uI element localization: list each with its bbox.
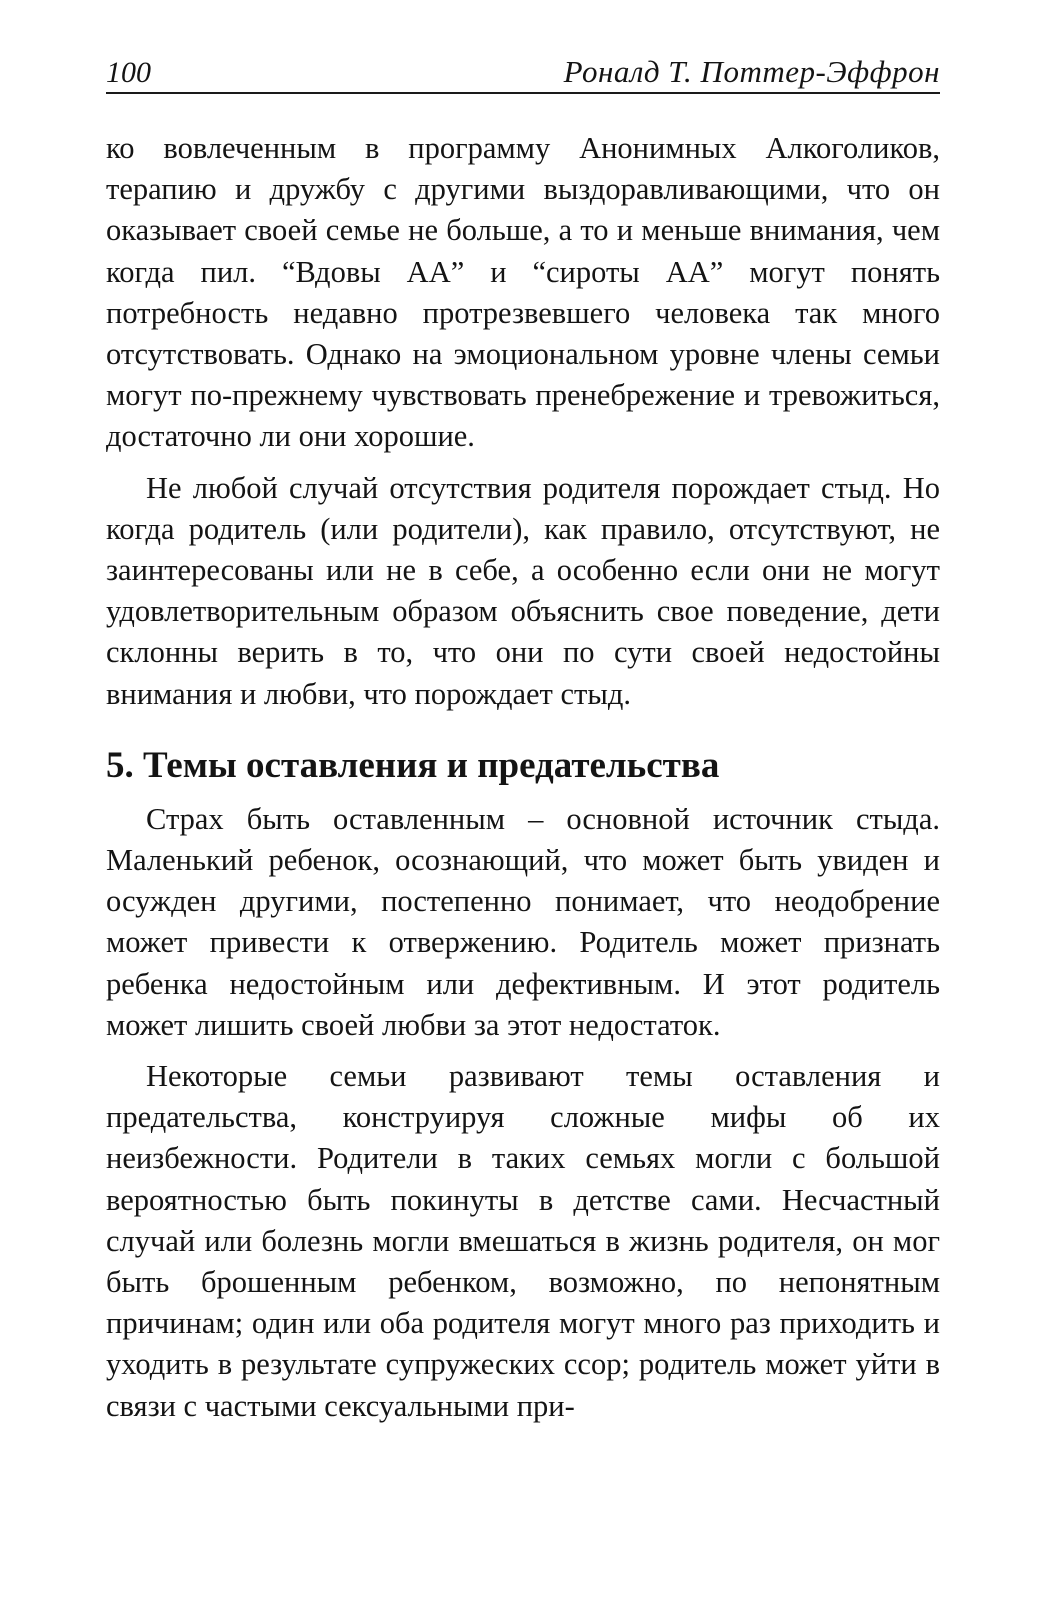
paragraph: ко вовлеченным в программу Анонимных Алкоголиков, терапию и дружбу с другими выздоравливающими, что он оказывает своей семье не больше, а то и меньше внимания, чем когда пил. “Вдовы АА” и “сироты АА” могут понять потребность недавно протрезвевшего человека так много отсутствовать. Однако на эмоциональном уровне члены семьи могут по-прежнему чувствовать пренебрежение и тревожиться, достаточно ли они хорошие. — [106, 131, 940, 454]
running-title: Роналд Т. Поттер-Эффрон — [563, 54, 940, 89]
paragraph: Некоторые семьи развивают темы оставления и предательства, конструируя сложные мифы об их неизбежности. Родители в таких семьях могли с большой вероятностью быть покинуты в детстве сами. Несчастный случай или болезнь могли вмешаться в жизнь родителя, он мог быть брошенным ребенком, возможно, по непонятным причинам; один или оба родителя могут много раз приходить и уходить в результате супружеских ссор; родитель может уйти в связи с частыми сексуальными при- — [106, 1059, 940, 1423]
body-text — [106, 128, 940, 1427]
section-heading: 5. Темы оставления и предательства — [106, 744, 720, 786]
running-header — [106, 50, 940, 94]
paragraph: Не любой случай отсутствия родителя порождает стыд. Но когда родитель (или родители), как правило, отсутствуют, не заинтересованы или не в себе, а особенно если они не могут удовлетворительным образом объяснить свое поведение, дети склонны верить в то, что они по сути своей недостойны внимания и любви, что порождает стыд. — [106, 470, 940, 711]
page-number: 100 — [106, 56, 151, 89]
paragraph: Страх быть оставленным – основной источник стыда. Маленький ребенок, осознающий, что может быть увиден и осужден другими, постепенно понимает, что неодобрение может привести к отвержению. Родитель может признать ребенка недостойным или дефективным. И этот родитель может лишить своей любви за этот недостаток. — [106, 801, 940, 1042]
book-page — [106, 50, 940, 1437]
